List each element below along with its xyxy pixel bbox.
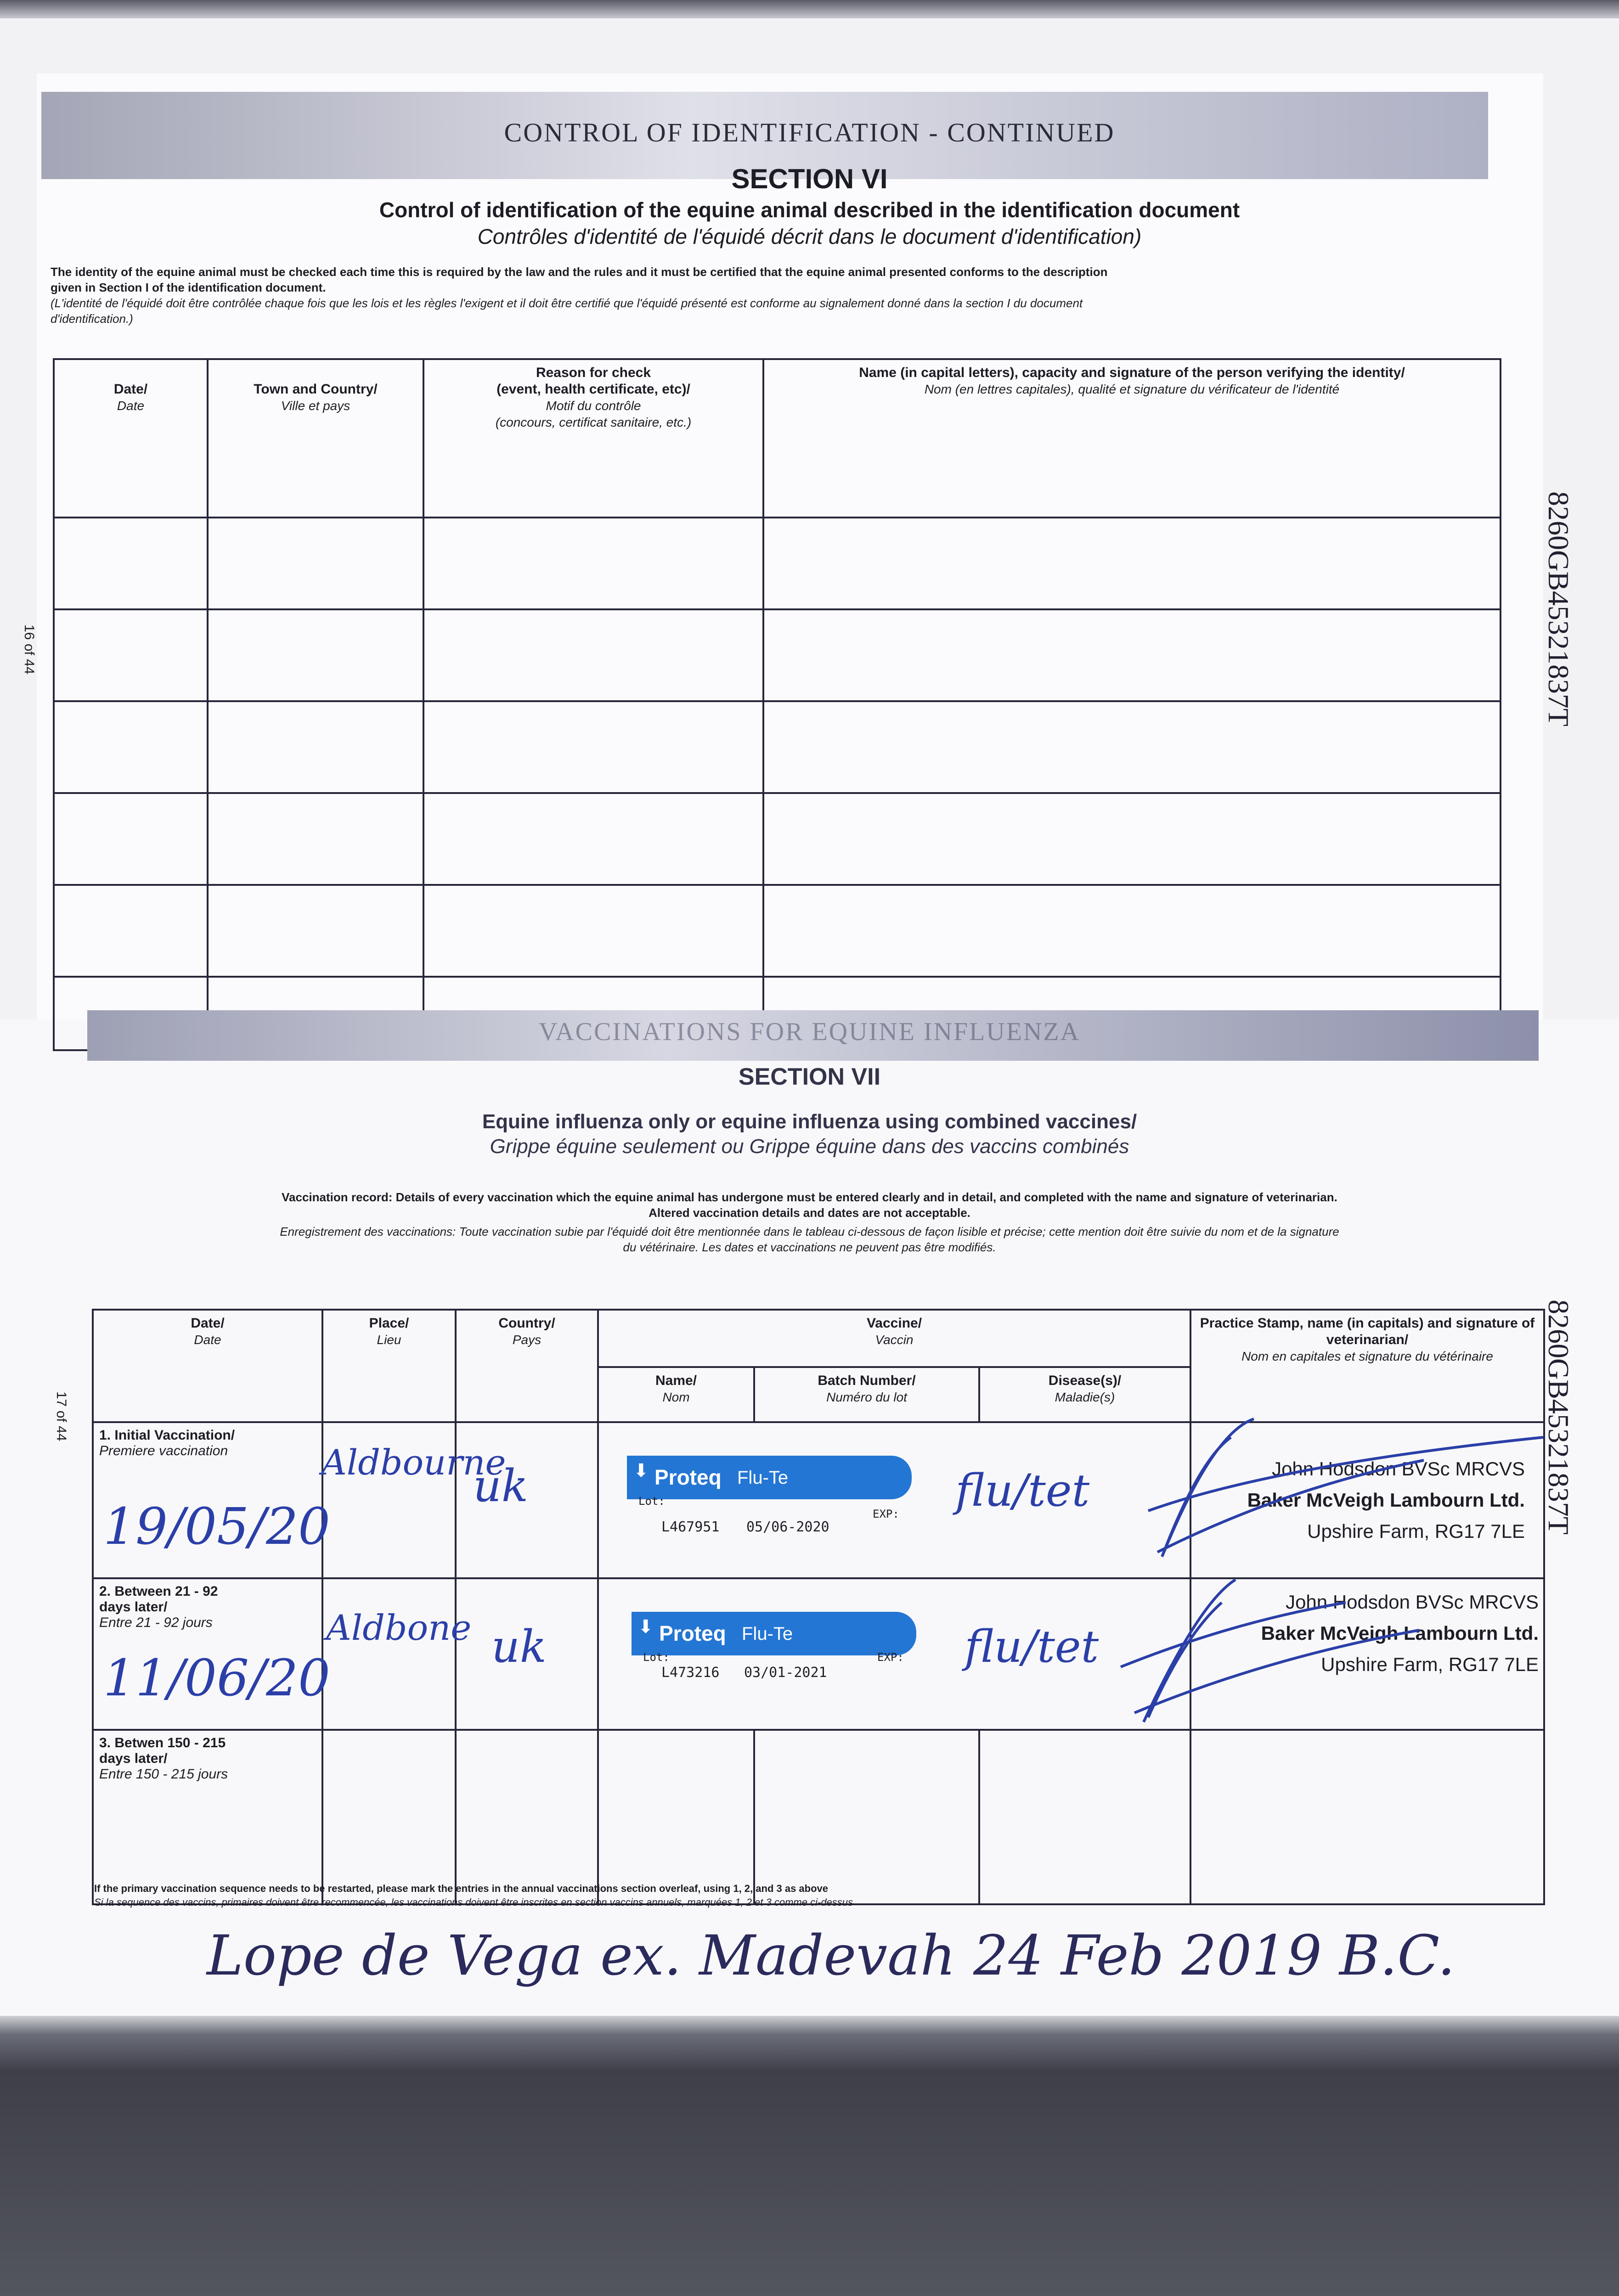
section7-banner-title: VACCINATIONS FOR EQUINE INFLUENZA — [538, 1018, 1081, 1046]
header-vaccine: Vaccine/ Vaccin — [598, 1310, 1190, 1367]
row1-lot-label: Lot: — [638, 1495, 665, 1508]
row2-lot-label: Lot: — [643, 1651, 670, 1664]
identity-check-row — [54, 701, 1501, 793]
row2-label: 2. Between 21 - 92 days later/ Entre 21 - 92 jours — [93, 1578, 322, 1730]
row1-country: uk — [473, 1460, 528, 1512]
row2-arrow-icon: ⬇ — [638, 1617, 654, 1637]
identity-check-row — [54, 885, 1501, 977]
identity-check-row — [54, 793, 1501, 885]
row2-place: Aldbone — [326, 1607, 472, 1648]
row1-vaccine-label — [627, 1456, 912, 1499]
header-batch-number: Batch Number/ Numéro du lot — [754, 1367, 979, 1422]
header-vac-place: Place/ Lieu — [322, 1310, 456, 1422]
header-date: Date/ Date — [54, 359, 208, 518]
row2-stamp-vet: John Hodsdon BVSc MRCVS — [1286, 1591, 1539, 1613]
section7-record-fr-1: Enregistrement des vaccinations: Toute vaccination subie par l'équidé doit être mentionnée dans le tableau ci-dessous de façon lisible et précise; cette mention doit être suivie du nom et de la signature — [280, 1225, 1339, 1238]
row1-expiry: 05/06-2020 — [746, 1519, 829, 1535]
header-verifier-name: Name (in capital letters), capacity and signature of the person verifying the identity/ Nom (en lettres capitales), qualité et signature du vérificateur de l'identité — [763, 359, 1501, 518]
section7-subtitle-en: Equine influenza only or equine influenza using combined vaccines/ — [482, 1110, 1137, 1133]
row2-stamp-address: Upshire Farm, RG17 7LE — [1321, 1654, 1539, 1675]
row1-vaccine-product: Flu-Te — [737, 1468, 789, 1488]
page-number-16: 16 of 44 — [22, 625, 37, 675]
passport-id-top: 8260GB45321837T — [1542, 491, 1575, 726]
row1-lot-number: L467951 — [661, 1519, 720, 1535]
header-disease: Disease(s)/ Maladie(s) — [979, 1367, 1190, 1422]
section7-title: SECTION VII — [738, 1064, 881, 1090]
row1-stamp-vet: John Hodsdon BVSc MRCVS — [1272, 1458, 1525, 1480]
handwritten-note: Lope de Vega ex. Madevah 24 Feb 2019 B.C. — [207, 1924, 1455, 1988]
row2-lot-number: L473216 — [661, 1665, 720, 1681]
section6-title: SECTION VI — [731, 163, 888, 194]
row1-signature — [1093, 1405, 1552, 1589]
bottom-scan-edge — [0, 2016, 1619, 2296]
section6-subtitle-en: Control of identification of the equine animal described in the identification document — [379, 198, 1240, 222]
row2-expiry: 03/01-2021 — [744, 1665, 827, 1681]
header-vac-country: Country/ Pays — [456, 1310, 598, 1422]
footnote-fr: Si la sequence des vaccins, primaires doivent être recommencée, les vaccinations doivent être inscrites en section vaccins annuels, marquées 1, 2 et 3 comme ci-dessus — [94, 1896, 853, 1908]
section7-record-en-2: Altered vaccination details and dates are not acceptable. — [649, 1206, 970, 1220]
passport-id-bottom: 8260GB45321837T — [1542, 1300, 1575, 1535]
footnote-en: If the primary vaccination sequence needs to be restarted, please mark the entries in the annual vaccinations section overleaf, using 1, 2, and 3 as above — [94, 1883, 829, 1894]
section7-record-fr — [0, 1224, 1619, 1255]
row1-place: Aldbourne — [322, 1442, 506, 1483]
section6-subtitle-fr: Contrôles d'identité de l'équidé décrit dans le document d'identification) — [477, 225, 1142, 248]
section6-note-en — [51, 264, 1474, 295]
row1-exp-label: EXP: — [873, 1508, 899, 1520]
section7-record-en-1: Vaccination record: Details of every vaccination which the equine animal has undergone must be entered clearly and in detail, and completed with the name and signature of veterinarian. — [282, 1190, 1337, 1204]
header-vaccine-name: Name/ Nom — [598, 1367, 754, 1422]
row1-vaccine-brand: Proteq — [654, 1465, 722, 1489]
row3-label: 3. Betwen 150 - 215 days later/ Entre 150 - 215 jours — [93, 1730, 322, 1904]
header-vac-date: Date/ Date — [93, 1310, 322, 1422]
section7-record-fr-2: du vétérinaire. Les dates et vaccinations ne peuvent pas être modifiés. — [623, 1240, 996, 1254]
header-reason: Reason for check (event, health certificate, etc)/ Motif du contrôle (concours, certificat sanitaire, etc.) — [423, 359, 763, 518]
section6-banner-title: CONTROL OF IDENTIFICATION - CONTINUED — [504, 118, 1115, 147]
section6-note-fr-2: d'identification.) — [51, 312, 133, 326]
identity-check-row — [54, 609, 1501, 701]
identity-check-table — [53, 358, 1501, 1051]
identity-check-header-row — [54, 359, 1501, 518]
section7-subtitle-fr: Grippe équine seulement ou Grippe équine dans des vaccins combinés — [490, 1135, 1129, 1158]
row1-stamp-address: Upshire Farm, RG17 7LE — [1307, 1520, 1525, 1542]
section6-note-fr-1: (L'identité de l'équidé doit être contrôlée chaque fois que les lois et les règles l'exigent et il doit être certifié que l'équidé présenté est conforme au signalement donné dans la section I du document — [51, 296, 1083, 310]
row2-country: uk — [491, 1621, 547, 1672]
identity-check-row — [54, 518, 1501, 609]
row2-signature — [1070, 1566, 1529, 1750]
row1-date: 19/05/20 — [103, 1497, 331, 1556]
section6-note-en-1: The identity of the equine animal must be checked each time this is required by the law and the rules and it must be certified that the equine animal presented conforms to the description — [51, 265, 1108, 279]
row1-label: 1. Initial Vaccination/ Premiere vaccination — [93, 1422, 322, 1578]
page-number-17: 17 of 44 — [54, 1391, 69, 1441]
vaccination-row-3 — [93, 1730, 1544, 1904]
header-town-country: Town and Country/ Ville et pays — [208, 359, 423, 518]
section6-note-fr — [51, 295, 1474, 326]
row2-vaccine-product: Flu-Te — [742, 1624, 793, 1644]
row2-date: 11/06/20 — [103, 1649, 331, 1707]
row2-vaccine-brand: Proteq — [659, 1621, 726, 1645]
row1-arrow-icon: ⬇ — [633, 1461, 649, 1481]
vaccination-header-row — [93, 1310, 1544, 1367]
row2-stamp-practice: Baker McVeigh Lambourn Ltd. — [1261, 1622, 1539, 1644]
top-scan-edge — [0, 0, 1619, 18]
section6-note-en-2: given in Section I of the identification document. — [51, 281, 326, 294]
row1-stamp-practice: Baker McVeigh Lambourn Ltd. — [1247, 1489, 1525, 1511]
row2-disease: flu/tet — [965, 1621, 1099, 1672]
row2-vaccine-label — [632, 1612, 916, 1655]
row2-exp-label: EXP: — [877, 1651, 904, 1664]
row1-disease: flu/tet — [955, 1465, 1090, 1516]
header-practice-stamp: Practice Stamp, name (in capitals) and signature of veterinarian/ Nom en capitales et signature du vétérinaire — [1190, 1310, 1544, 1422]
section7-record-en — [0, 1189, 1619, 1221]
